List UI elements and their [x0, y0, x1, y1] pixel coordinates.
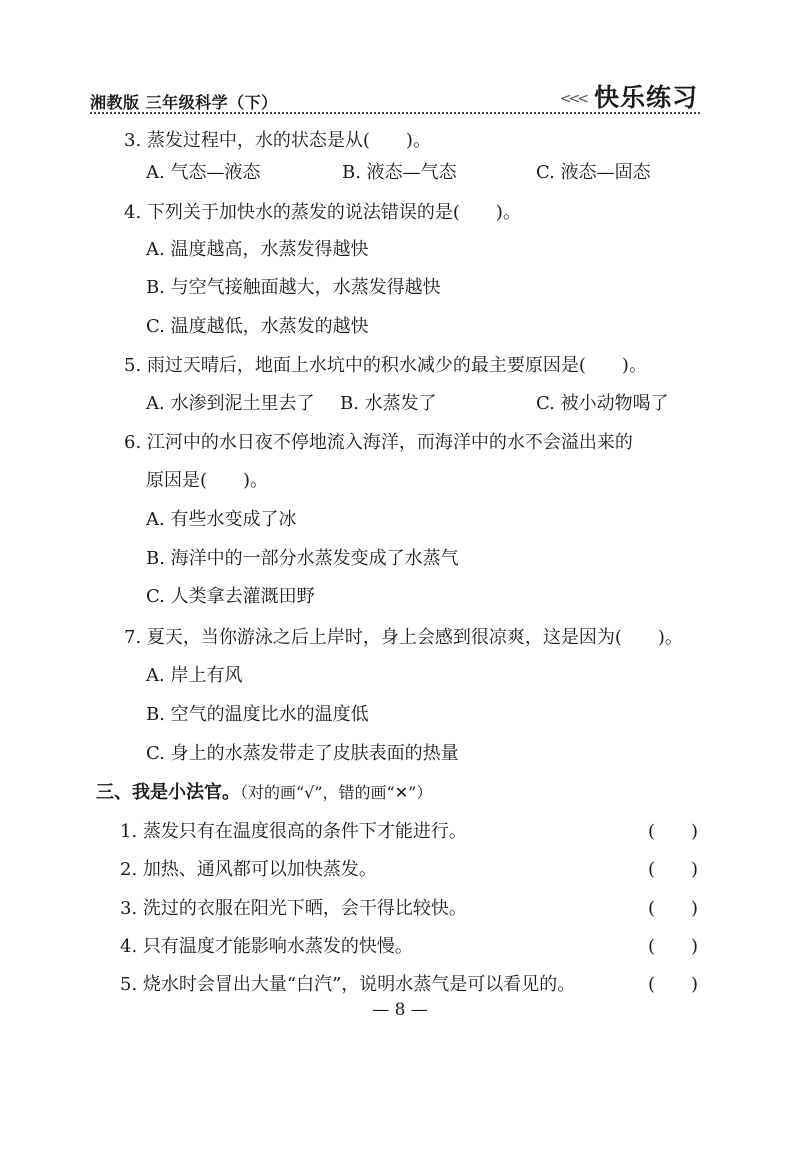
brand-title: 快乐练习 — [593, 83, 698, 112]
question-5-stem: 5. 雨过天晴后，地面上水坑中的积水减少的最主要原因是( )。 — [124, 355, 647, 376]
question-6-option-b: B. 海洋中的一部分水蒸发变成了水蒸气 — [146, 548, 459, 569]
question-7-option-a: A. 岸上有风 — [146, 665, 243, 686]
judgement-item-text: 5. 烧水时会冒出大量“白汽”，说明水蒸气是可以看见的。 — [120, 974, 576, 995]
question-7-option-b: B. 空气的温度比水的温度低 — [146, 704, 369, 725]
question-5-option-c: C. 被小动物喝了 — [536, 393, 669, 414]
judgement-item-text: 4. 只有温度才能影响水蒸发的快慢。 — [120, 936, 413, 957]
question-5-option-a: A. 水渗到泥土里去了 — [146, 393, 315, 414]
judgement-item-text: 2. 加热、通风都可以加快蒸发。 — [120, 859, 377, 880]
question-4-option-a: A. 温度越高，水蒸发得越快 — [146, 239, 369, 260]
judgement-item — [120, 858, 698, 882]
brand-block — [560, 78, 698, 114]
page-header — [90, 78, 700, 112]
book-title: 湘教版 三年级科学（下） — [90, 93, 278, 112]
question-6-option-a: A. 有些水变成了冰 — [146, 509, 297, 530]
question-4-option-b: B. 与空气接触面越大，水蒸发得越快 — [146, 277, 441, 298]
section-3-heading-row — [96, 781, 432, 805]
section-3-heading: 三、我是小法官。 — [96, 782, 240, 803]
question-4-option-c: C. 温度越低，水蒸发的越快 — [146, 316, 369, 337]
judgement-item — [120, 820, 698, 844]
judgement-item — [120, 935, 698, 959]
question-6-stem-continued: 原因是( )。 — [146, 470, 269, 491]
answer-blank[interactable]: ( ) — [647, 974, 698, 995]
section-3-instructions: （对的画“√”，错的画“✕”） — [240, 783, 433, 802]
answer-blank[interactable]: ( ) — [647, 859, 698, 880]
question-3-option-b: B. 液态—气态 — [342, 162, 457, 183]
question-3-stem: 3. 蒸发过程中，水的状态是从( )。 — [124, 130, 431, 151]
question-3-option-c: C. 液态—固态 — [536, 162, 651, 183]
question-7-stem: 7. 夏天，当你游泳之后上岸时，身上会感到很凉爽，这是因为( )。 — [124, 627, 683, 648]
page-number: — 8 — — [372, 1000, 428, 1020]
judgement-item — [120, 973, 698, 997]
question-6-stem: 6. 江河中的水日夜不停地流入海洋，而海洋中的水不会溢出来的 — [124, 432, 633, 453]
judgement-item-text: 3. 洗过的衣服在阳光下晒，会干得比较快。 — [120, 898, 467, 919]
answer-blank[interactable]: ( ) — [647, 898, 698, 919]
question-5-option-b: B. 水蒸发了 — [340, 393, 437, 414]
question-6-option-c: C. 人类拿去灌溉田野 — [146, 586, 315, 607]
judgement-item-text: 1. 蒸发只有在温度很高的条件下才能进行。 — [120, 821, 467, 842]
question-7-option-c: C. 身上的水蒸发带走了皮肤表面的热量 — [146, 743, 459, 764]
judgement-item — [120, 897, 698, 921]
answer-blank[interactable]: ( ) — [647, 821, 698, 842]
answer-blank[interactable]: ( ) — [647, 936, 698, 957]
chevron-left-icon: <<< — [559, 91, 586, 107]
header-divider — [90, 112, 700, 114]
question-3-option-a: A. 气态—液态 — [146, 162, 261, 183]
question-4-stem: 4. 下列关于加快水的蒸发的说法错误的是( )。 — [124, 202, 521, 223]
